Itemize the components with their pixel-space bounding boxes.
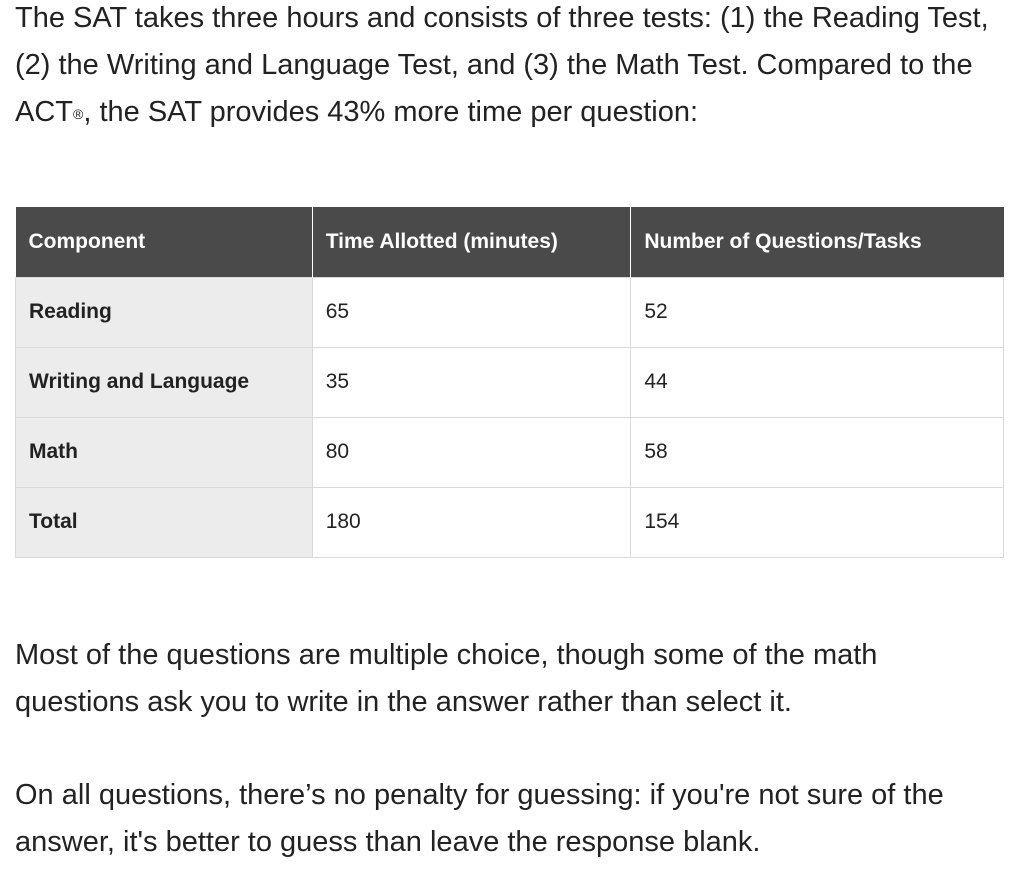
row-component-reading: Reading bbox=[16, 277, 313, 347]
row-questions-total: 154 bbox=[631, 487, 1004, 557]
table-row bbox=[16, 277, 1004, 347]
table-header-row bbox=[16, 207, 1004, 277]
intro-paragraph bbox=[15, 0, 1005, 138]
intro-text-start: The SAT takes three hours and consists of three tests: (1) the Reading Test, (2) the Writing and Language Test, and (3) the Math Test. Compared to the ACT bbox=[15, 2, 989, 128]
table-row bbox=[16, 487, 1004, 557]
row-time-writing: 35 bbox=[312, 347, 631, 417]
header-time-allotted: Time Allotted (minutes) bbox=[312, 207, 631, 277]
table-row bbox=[16, 417, 1004, 487]
row-component-total: Total bbox=[16, 487, 313, 557]
header-component: Component bbox=[16, 207, 313, 277]
registered-mark: ® bbox=[73, 106, 84, 122]
row-component-writing: Writing and Language bbox=[16, 347, 313, 417]
guessing-paragraph: On all questions, there’s no penalty for guessing: if you're not sure of the answer, it's better to guess than leave the response blank. bbox=[15, 779, 944, 858]
sat-components-table bbox=[15, 207, 1004, 558]
row-time-reading: 65 bbox=[312, 277, 631, 347]
row-time-math: 80 bbox=[312, 417, 631, 487]
row-component-math: Math bbox=[16, 417, 313, 487]
table-row bbox=[16, 347, 1004, 417]
multiple-choice-paragraph: Most of the questions are multiple choice, though some of the math questions ask you to write in the answer rather than select it. bbox=[15, 639, 878, 718]
row-questions-math: 58 bbox=[631, 417, 1004, 487]
row-questions-writing: 44 bbox=[631, 347, 1004, 417]
row-questions-reading: 52 bbox=[631, 277, 1004, 347]
row-time-total: 180 bbox=[312, 487, 631, 557]
header-number-of-questions: Number of Questions/Tasks bbox=[631, 207, 1004, 277]
intro-text-end: , the SAT provides 43% more time per question: bbox=[83, 96, 699, 128]
